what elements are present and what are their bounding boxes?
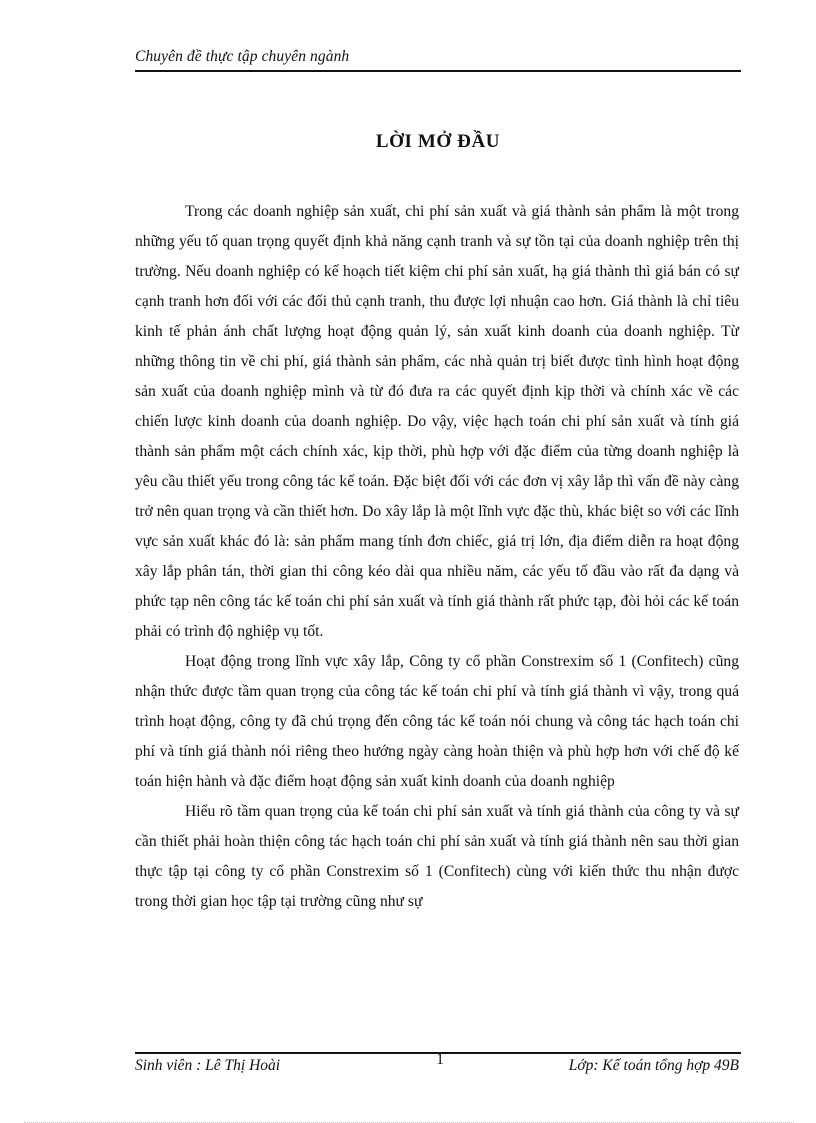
paragraph-1: Trong các doanh nghiệp sản xuất, chi phí sản xuất và giá thành sản phẩm là một trong những yếu tố quan trọng quyết định khả năng cạnh tranh và sự tồn tại của doanh nghiệp trên thị trường. Nếu doanh nghiệp có kế hoạch tiết kiệm chi phí sản xuất, hạ giá thành thì giá bán có sự cạnh tranh hơn đối với các đối thủ cạnh tranh, thu được lợi nhuận cao hơn. Giá thành là chỉ tiêu kinh tế phản ánh chất lượng hoạt động quản lý, sản xuất kinh doanh của doanh nghiệp. Từ những thông tin về chi phí, giá thành sản phẩm, các nhà quản trị biết được tình hình hoạt động sản xuất của doanh nghiệp mình và từ đó đưa ra các quyết định kịp thời và chính xác về các chiến lược kinh doanh của doanh nghiệp. Do vậy, việc hạch toán chi phí sản xuất và tính giá thành sản phẩm một cách chính xác, kịp thời, phù hợp với đặc điểm của từng doanh nghiệp là yêu cầu thiết yếu trong công tác kế toán. Đặc biệt đối với các đơn vị xây lắp thì vấn đề này càng trở nên quan trọng và cần thiết hơn. Do xây lắp là một lĩnh vực đặc thù, khác biệt so với các lĩnh vực sản xuất khác đó là: sản phẩm mang tính đơn chiếc, giá trị lớn, địa điểm diễn ra hoạt động xây lắp phân tán, thời gian thi công kéo dài qua nhiều năm, các yếu tố đầu vào rất đa dạng và phức tạp nên công tác kế toán chi phí sản xuất và tính giá thành rất phức tạp, đòi hỏi các kế toán phải có trình độ nghiệp vụ tốt. <box>135 203 739 640</box>
paragraph-2: Hoạt động trong lĩnh vực xây lắp, Công ty cổ phần Constrexim số 1 (Confitech) cũng nhận thức được tầm quan trọng của công tác kế toán chi phí và tính giá thành vì vậy, trong quá trình hoạt động, công ty đã chú trọng đến công tác kế toán nói chung và công tác hạch toán chi phí và tính giá thành nói riêng theo hướng ngày càng hoàn thiện và phù hợp hơn với chế độ kế toán hiện hành và đặc điểm hoạt động sản xuất kinh doanh của doanh nghiệp <box>135 653 739 790</box>
document-title: LỜI MỞ ĐẦU <box>375 131 501 152</box>
page-number: 1 <box>436 1051 444 1068</box>
footer-class: Lớp: Kế toán tổng hợp 49B <box>568 1057 739 1074</box>
document-body <box>135 197 739 917</box>
paragraph-3: Hiểu rõ tầm quan trọng của kế toán chi phí sản xuất và tính giá thành của công ty và sự cần thiết phải hoàn thiện công tác hạch toán chi phí sản xuất và tính giá thành nên sau thời gian thực tập tại công ty cổ phần Constrexim số 1 (Confitech) cùng với kiến thức thu nhận được trong thời gian học tập tại trường cũng như sự <box>135 803 739 910</box>
header-title: Chuyên đề thực tập chuyên ngành <box>135 48 350 65</box>
footer-student: Sinh viên : Lê Thị Hoài <box>135 1057 281 1074</box>
header-rule <box>135 70 741 72</box>
